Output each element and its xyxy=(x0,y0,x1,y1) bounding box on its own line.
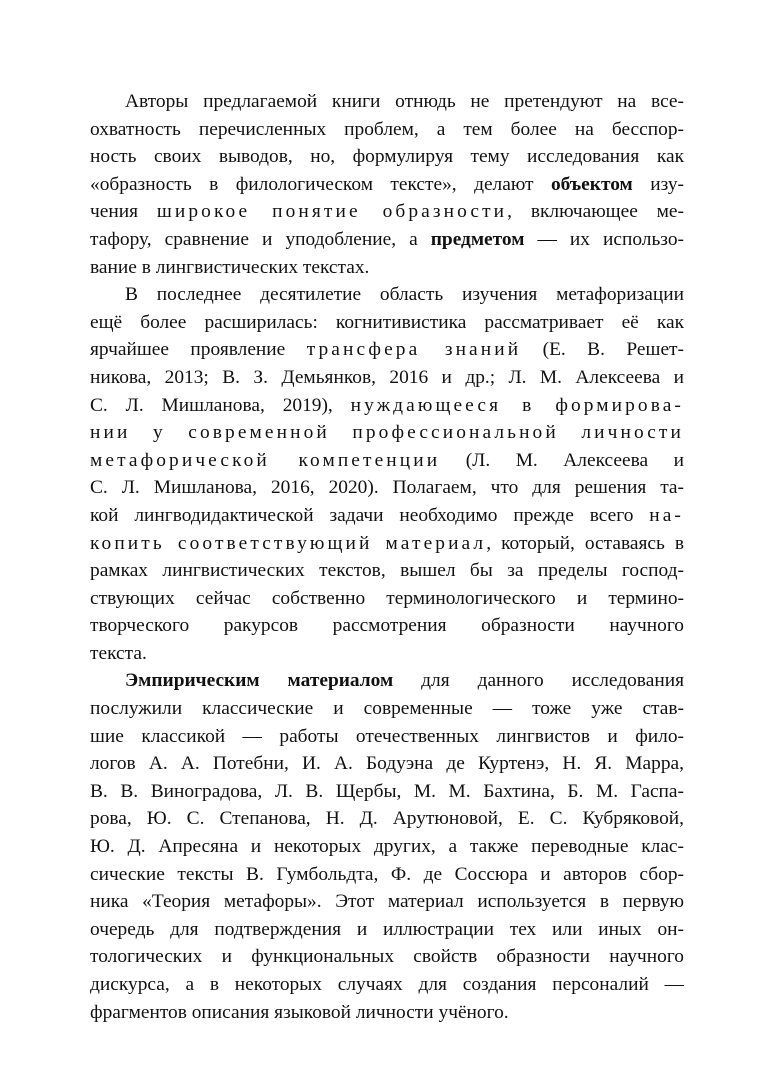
body-text xyxy=(90,88,684,1026)
paragraph-2 xyxy=(90,281,684,667)
text-run: , который, оставаясь в xyxy=(486,532,684,554)
text-run: ещё более расширилась: когнитивистика рассматривает её как xyxy=(90,311,684,333)
text-run: ность своих выводов, но, формулируя тему исследования как xyxy=(90,146,684,168)
text-line xyxy=(90,667,684,695)
text-line xyxy=(90,943,684,971)
text-run: текста. xyxy=(90,642,147,664)
text-line xyxy=(90,530,684,558)
text-line xyxy=(90,971,684,999)
text-run: творческого ракурсов рассмотрения образности научного xyxy=(90,615,684,637)
text-line xyxy=(90,474,684,502)
text-run: дискурса, а в некоторых случаях для создания персоналий — xyxy=(90,974,684,995)
text-run: тологических и функциональных свойств образности научного xyxy=(90,946,684,968)
spaced-emphasis: нии у современной профессиональной личности xyxy=(90,422,684,444)
text-run: С. Л. Мишланова, 2016, 2020). Полагаем, что для решения та- xyxy=(90,477,684,499)
spaced-emphasis: метафорической компетенции xyxy=(90,449,441,471)
text-line xyxy=(90,116,684,144)
text-line xyxy=(90,805,684,833)
text-run: логов А. А. Потебни, И. А. Бодуэна де Куртенэ, Н. Я. Марра, xyxy=(90,753,684,775)
text-line xyxy=(90,695,684,723)
text-line xyxy=(90,198,684,226)
text-run: тафору, сравнение и уподобление, а xyxy=(90,228,431,250)
text-line xyxy=(90,392,684,420)
text-run: ствующих сейчас собственно терминологического и термино- xyxy=(90,587,684,609)
text-run: , включающее ме- xyxy=(507,201,684,223)
text-line xyxy=(90,419,684,447)
text-run: рова, Ю. С. Степанова, Н. Д. Арутюновой, Е. С. Кубряковой, xyxy=(90,808,684,830)
text-line xyxy=(90,999,684,1027)
text-run: ника «Теория метафоры». Этот материал используется в первую xyxy=(90,891,684,913)
text-line xyxy=(90,336,684,364)
text-line xyxy=(90,861,684,889)
text-run: шие классикой — работы отечественных лингвистов и фило- xyxy=(90,725,684,747)
paragraph-3 xyxy=(90,667,684,1026)
text-run: (Л. М. Алексеева и xyxy=(440,449,684,471)
text-run: Ю. Д. Апресяна и некоторых других, а также переводные клас- xyxy=(90,836,684,858)
text-run: изу- xyxy=(632,173,684,195)
text-run: охватность перечисленных проблем, а тем более на бесспор- xyxy=(90,118,684,140)
text-line xyxy=(90,778,684,806)
text-run: кой лингводидактической задачи необходимо прежде всего xyxy=(90,504,650,526)
spaced-emphasis: трансфера знаний xyxy=(306,339,522,361)
text-run: фрагментов описания языковой личности учёного. xyxy=(90,1001,509,1023)
text-line xyxy=(90,916,684,944)
text-line xyxy=(90,888,684,916)
text-line xyxy=(90,612,684,640)
text-run: (Е. В. Решет- xyxy=(521,339,684,361)
text-run: В. В. Виноградова, Л. В. Щербы, М. М. Бахтина, Б. М. Гаспа- xyxy=(90,780,684,802)
text-run: очередь для подтверждения и иллюстрации тех или иных он- xyxy=(90,918,684,940)
text-run: вание в лингвистических текстах. xyxy=(90,256,370,278)
bold-term: объектом xyxy=(550,173,633,195)
text-line xyxy=(90,557,684,585)
text-line xyxy=(90,171,684,199)
text-line xyxy=(90,254,684,282)
text-line xyxy=(90,226,684,254)
text-run: В последнее десятилетие область изучения метафоризации xyxy=(125,284,684,306)
text-line xyxy=(90,309,684,337)
text-line xyxy=(90,640,684,668)
text-line xyxy=(90,281,684,309)
spaced-emphasis: широкое понятие образности xyxy=(156,201,508,223)
text-run: никова, 2013; В. З. Демьянков, 2016 и др.; Л. М. Алексеева и xyxy=(90,366,684,388)
bold-term: Эмпирическим материалом xyxy=(125,670,394,692)
text-line xyxy=(90,833,684,861)
text-run: послужили классические и современные — тоже уже став- xyxy=(90,698,684,720)
text-line xyxy=(90,364,684,392)
text-run: — их использо- xyxy=(524,228,684,250)
text-run: рамках лингвистических текстов, вышел бы за пределы господ- xyxy=(90,560,684,582)
text-line xyxy=(90,88,684,116)
text-run: чения xyxy=(90,201,157,223)
bold-term: предметом xyxy=(430,228,525,250)
text-line xyxy=(90,585,684,613)
text-run: ярчайшее проявление xyxy=(90,339,307,361)
paragraph-1 xyxy=(90,88,684,281)
text-line xyxy=(90,502,684,530)
spaced-emphasis: на- xyxy=(649,504,684,526)
text-line xyxy=(90,143,684,171)
text-line xyxy=(90,750,684,778)
text-run: Авторы предлагаемой книги отнюдь не претендуют на все- xyxy=(125,91,684,112)
text-run: для данного исследования xyxy=(393,670,684,692)
spaced-emphasis: нуждающееся в формирова- xyxy=(350,394,684,416)
text-line xyxy=(90,723,684,751)
text-line xyxy=(90,447,684,475)
spaced-emphasis: копить соответствующий материал xyxy=(90,532,487,554)
text-run: сические тексты В. Гумбольдта, Ф. де Соссюра и авторов сбор- xyxy=(90,863,684,885)
text-run: С. Л. Мишланова, 2019), xyxy=(90,394,351,416)
text-run: «образность в филологическом тексте», делают xyxy=(90,173,551,195)
